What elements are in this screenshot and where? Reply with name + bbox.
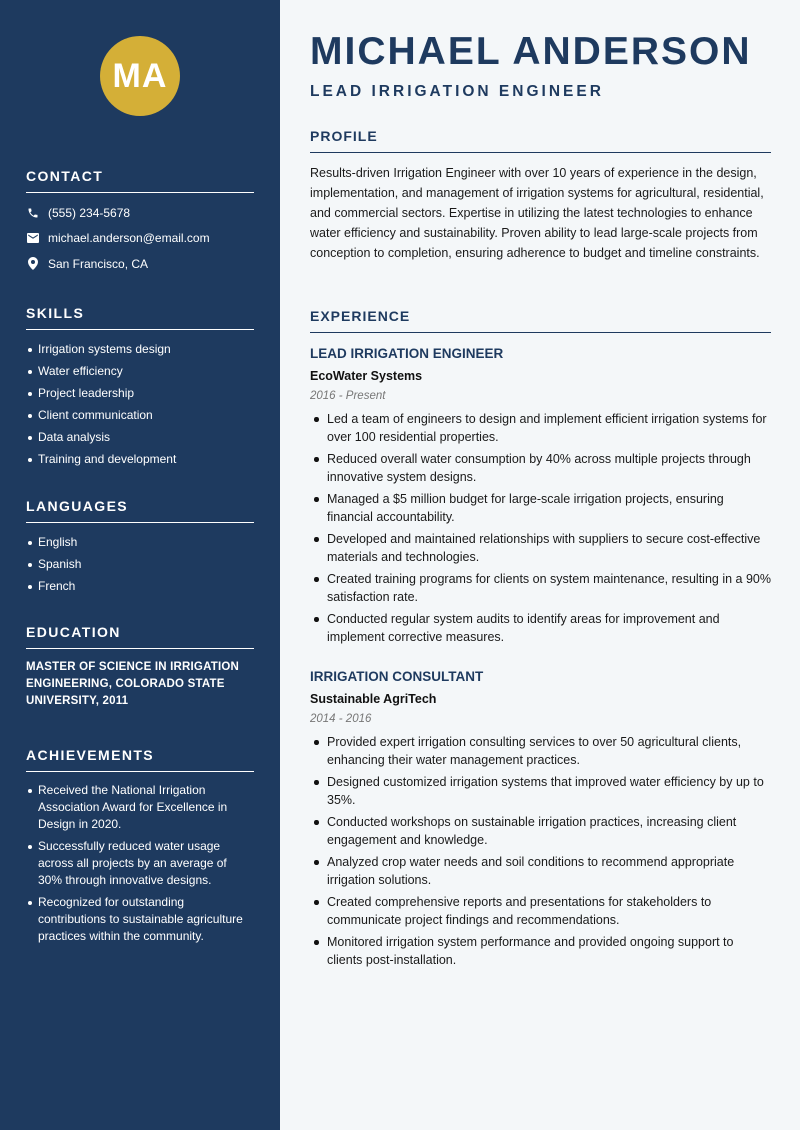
job-bullet: Created training programs for clients on system maintenance, resulting in a 90% satisfaction rate. [310,570,771,606]
skill-item: Data analysis [26,429,254,446]
job-bullets [310,410,771,646]
language-item: Spanish [26,556,254,573]
education-heading: EDUCATION [26,624,254,649]
contact-section [26,168,254,277]
job-company: Sustainable AgriTech [310,692,437,706]
candidate-title: LEAD IRRIGATION ENGINEER [310,83,604,100]
education-section [26,624,254,710]
achievement-item: Recognized for outstanding contributions to sustainable agriculture practices within the community. [26,894,254,945]
job-company: EcoWater Systems [310,369,423,383]
skill-item: Project leadership [26,385,254,402]
job-dates: 2016 - Present [310,390,386,402]
job-bullet: Developed and maintained relationships with suppliers to secure cost-effective materials and technologies. [310,530,771,566]
job-bullet: Created comprehensive reports and presentations for stakeholders to communicate project findings and recommendations. [310,893,771,929]
job-bullet: Conducted regular system audits to identify areas for improvement and implement corrective measures. [310,610,771,646]
achievement-item: Successfully reduced water usage across all projects by an average of 30% through innovative designs. [26,838,254,889]
job-bullet: Managed a $5 million budget for large-scale irrigation projects, ensuring financial accountability. [310,490,771,526]
sidebar [0,0,280,1130]
skill-item: Irrigation systems design [26,341,254,358]
experience-heading: EXPERIENCE [310,308,771,333]
job-bullet: Analyzed crop water needs and soil conditions to recommend appropriate irrigation solutions. [310,853,771,889]
phone-icon [26,206,40,220]
job-bullet: Monitored irrigation system performance and provided ongoing support to clients post-installation. [310,933,771,969]
job-bullet: Designed customized irrigation systems that improved water efficiency by up to 35%. [310,773,771,809]
job-bullet: Reduced overall water consumption by 40% across multiple projects through innovative system designs. [310,450,771,486]
profile-text: Results-driven Irrigation Engineer with over 10 years of experience in the design, implementation, and management of irrigation systems for agricultural, residential, and commercial sectors. Expertise in utilizing the latest technologies to enhance water efficiency and sustainability. Proven ability to lead large-scale projects from conception to completion, ensuring adherence to budget and timeline constraints. [310,166,764,260]
skills-list [26,341,254,468]
profile-heading: PROFILE [310,128,771,153]
job-bullet: Led a team of engineers to design and implement efficient irrigation systems for over 100 residential properties. [310,410,771,446]
avatar [100,36,180,116]
job-dates: 2014 - 2016 [310,713,372,725]
email-text: michael.anderson@email.com [48,231,210,246]
job-title: LEAD IRRIGATION ENGINEER [310,346,504,361]
languages-heading: LANGUAGES [26,498,254,523]
job-bullet: Provided expert irrigation consulting services to over 50 agricultural clients, enhancing their water management practices. [310,733,771,769]
contact-phone [26,200,254,226]
job-entry [310,346,771,650]
achievements-heading: ACHIEVEMENTS [26,747,254,772]
language-item: English [26,534,254,551]
location-text: San Francisco, CA [48,256,149,271]
skills-heading: SKILLS [26,305,254,330]
contact-location [26,251,254,277]
skill-item: Water efficiency [26,363,254,380]
avatar-initials: MA [112,56,168,95]
phone-text: (555) 234-5678 [48,205,131,220]
skills-section [26,305,254,473]
candidate-name: MICHAEL ANDERSON [310,30,752,73]
education-degree: MASTER OF SCIENCE IN IRRIGATION ENGINEERING, COLORADO STATE UNIVERSITY, 2011 [26,661,239,707]
contact-heading: CONTACT [26,168,254,193]
location-pin-icon [26,257,40,271]
languages-list [26,534,254,595]
contact-email [26,226,254,252]
skill-item: Client communication [26,407,254,424]
job-bullet: Conducted workshops on sustainable irrigation practices, increasing client engagement and knowledge. [310,813,771,849]
job-entry [310,669,771,973]
job-bullets [310,733,771,969]
achievement-item: Received the National Irrigation Association Award for Excellence in Design in 2020. [26,782,254,833]
skill-item: Training and development [26,451,254,468]
language-item: French [26,578,254,595]
job-title: IRRIGATION CONSULTANT [310,669,484,684]
email-icon [26,231,40,245]
achievements-section [26,747,254,950]
languages-section [26,498,254,600]
achievements-list [26,782,254,945]
